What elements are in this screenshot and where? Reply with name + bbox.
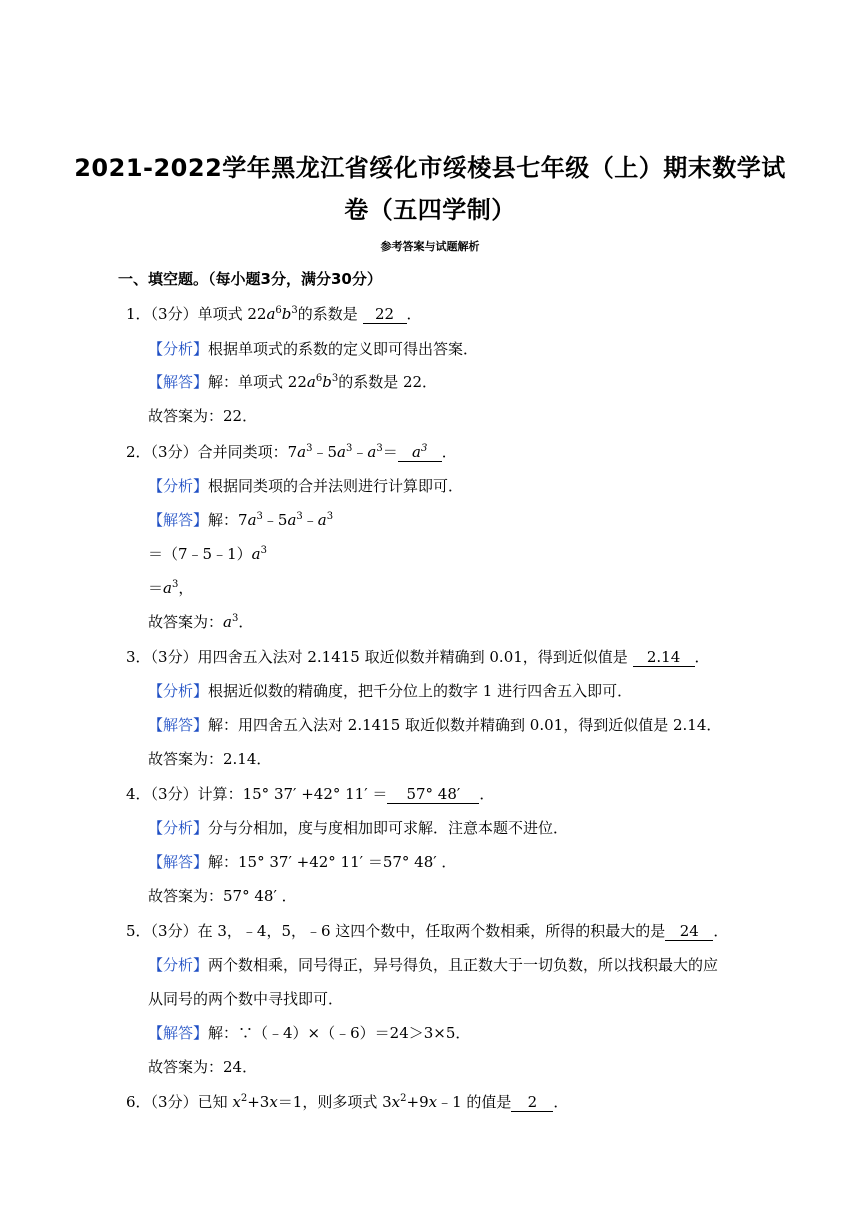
question-3-final: 故答案为：2.14．: [148, 750, 272, 768]
question-3-stem: 3．（3分）用四舍五入法对 2.1415 取近似数并精确到 0.01，得到近似值是 2.14 ．: [126, 648, 710, 666]
question-4-final: 故答案为：57° 48′ ．: [148, 887, 297, 905]
question-5-answer: 24: [665, 922, 713, 941]
question-2-step-2: $=a^3$，: [148, 579, 194, 597]
question-4-analysis: 【分析】分与分相加，度与度相加即可求解．注意本题不进位．: [148, 819, 569, 837]
question-4-answer: 57° 48′: [387, 785, 479, 804]
solution-tag: 【解答】: [148, 853, 209, 871]
analysis-tag: 【分析】: [148, 682, 209, 700]
page-title-line-2: 卷（五四学制）: [344, 196, 516, 224]
question-5-final: 故答案为：24．: [148, 1058, 258, 1076]
question-3-solution: 【解答】解：用四舍五入法对 2.1415 取近似数并精确到 0.01，得到近似值是 2.14．: [148, 716, 722, 734]
analysis-tag: 【分析】: [148, 819, 209, 837]
analysis-tag: 【分析】: [148, 477, 209, 495]
section-heading: 一、填空题。（每小题3分，满分30分）: [118, 270, 382, 288]
page-subtitle: 参考答案与试题解析: [380, 240, 480, 253]
question-5-analysis-cont: 从同号的两个数中寻找即可．: [148, 990, 344, 1008]
question-5-solution: 【解答】解：∵（﹣4）×（﹣6）＝24＞3×5．: [148, 1024, 471, 1042]
question-4-solution: 【解答】解：15° 37′ +42° 11′ ＝57° 48′ ．: [148, 853, 457, 871]
question-2-step-1: $=(7﹣5﹣1)a^3$: [148, 545, 267, 563]
question-5-stem: 5．（3分）在 3，﹣4，5，﹣6 这四个数中，任取两个数相乘，所得的积最大的是 24 ．: [126, 922, 729, 940]
analysis-tag: 【分析】: [148, 340, 209, 358]
question-3-answer: 2.14: [633, 648, 695, 667]
question-1-stem: 1．（3分）单项式 $22a^6b^3$的系数是 22 ．: [126, 305, 422, 323]
question-2-analysis: 【分析】根据同类项的合并法则进行计算即可．: [148, 477, 464, 495]
question-1-analysis: 【分析】根据单项式的系数的定义即可得出答案．: [148, 340, 479, 358]
solution-tag: 【解答】: [148, 1024, 209, 1042]
question-2-stem: 2．（3分）合并同类项：$7a^3﹣5a^3﹣a^3= a^3$ ．: [126, 443, 457, 461]
solution-tag: 【解答】: [148, 511, 209, 529]
question-3-analysis: 【分析】根据近似数的精确度，把千分位上的数字 1 进行四舍五入即可．: [148, 682, 633, 700]
question-2-solution: 【解答】解：$7a^3﹣5a^3﹣a^3$: [148, 511, 334, 529]
question-2-final: 故答案为：$a^3$．: [148, 613, 254, 631]
question-1-final: 故答案为：22．: [148, 407, 258, 425]
page-title-line-1: 2021-2022学年黑龙江省绥化市绥棱县七年级（上）期末数学试: [74, 154, 786, 182]
question-6-answer: 2: [511, 1093, 553, 1112]
solution-tag: 【解答】: [148, 373, 209, 391]
question-4-stem: 4．（3分）计算：15° 37′ +42° 11′ ＝ 57° 48′ ．: [126, 785, 495, 803]
question-5-analysis: 【分析】两个数相乘，同号得正，异号得负，且正数大于一切负数，所以找积最大的应: [148, 956, 719, 974]
question-2-answer: $a^3$: [398, 443, 442, 462]
question-6-stem: 6．（3分）已知 $x^2+3x=1$，则多项式 $3x^2+9x﹣1$ 的值是 2 ．: [126, 1093, 569, 1111]
solution-tag: 【解答】: [148, 716, 209, 734]
question-1-answer: 22: [363, 305, 407, 324]
question-1-solution: 【解答】解：单项式 $22a^6b^3$的系数是 22．: [148, 373, 438, 391]
analysis-tag: 【分析】: [148, 956, 209, 974]
